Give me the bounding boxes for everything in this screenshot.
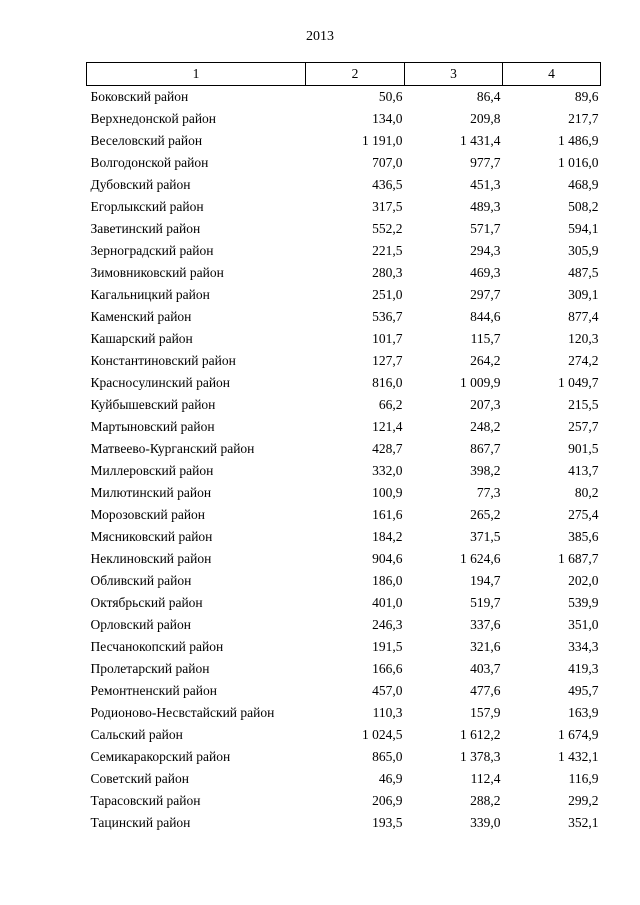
district-name-cell: Морозовский район [90, 507, 206, 522]
value-cell-col2: 552,2 [372, 221, 403, 236]
value-cell-col4: 352,1 [568, 815, 599, 830]
table-body [87, 86, 601, 835]
value-cell-col3: 977,7 [470, 155, 501, 170]
value-cell-col2: 816,0 [372, 375, 403, 390]
value-cell-col4: 275,4 [568, 507, 599, 522]
table-row [87, 724, 601, 746]
value-cell-col3: 1 612,2 [460, 727, 501, 742]
value-cell-col4: 351,0 [568, 617, 599, 632]
value-cell-col4: 594,1 [568, 221, 599, 236]
value-cell-col2: 127,7 [372, 353, 403, 368]
district-name-cell: Волгодонской район [90, 155, 209, 170]
district-name-cell: Милютинский район [90, 485, 212, 500]
district-name-cell: Обливский район [90, 573, 192, 588]
value-cell-col2: 251,0 [372, 287, 403, 302]
value-cell-col2: 401,0 [372, 595, 403, 610]
value-cell-col3: 157,9 [470, 705, 501, 720]
value-cell-col3: 77,3 [476, 485, 501, 500]
value-cell-col4: 299,2 [568, 793, 599, 808]
value-cell-col4: 508,2 [568, 199, 599, 214]
page-number: 2013 [306, 29, 334, 44]
district-name-cell: Песчанокопский район [90, 639, 224, 654]
district-name-cell: Егорлыкский район [90, 199, 204, 214]
value-cell-col4: 487,5 [568, 265, 599, 280]
table-row [87, 262, 601, 284]
district-name-cell: Миллеровский район [90, 463, 214, 478]
table-row [87, 702, 601, 724]
table-row [87, 416, 601, 438]
table-row [87, 548, 601, 570]
value-cell-col3: 403,7 [470, 661, 501, 676]
table-row [87, 86, 601, 109]
value-cell-col2: 428,7 [372, 441, 403, 456]
value-cell-col4: 116,9 [568, 771, 599, 786]
value-cell-col3: 1 378,3 [460, 749, 501, 764]
value-cell-col3: 489,3 [470, 199, 501, 214]
value-cell-col4: 1 674,9 [558, 727, 599, 742]
value-cell-col3: 398,2 [470, 463, 501, 478]
value-cell-col2: 206,9 [372, 793, 403, 808]
value-cell-col3: 519,7 [470, 595, 501, 610]
value-cell-col4: 202,0 [568, 573, 599, 588]
table-row [87, 570, 601, 592]
district-name-cell: Октябрьский район [90, 595, 203, 610]
value-cell-col3: 207,3 [470, 397, 501, 412]
value-cell-col3: 294,3 [470, 243, 501, 258]
value-cell-col2: 191,5 [372, 639, 403, 654]
table-row [87, 592, 601, 614]
value-cell-col2: 100,9 [372, 485, 403, 500]
table-row [87, 218, 601, 240]
table-row [87, 174, 601, 196]
table-row [87, 790, 601, 812]
value-cell-col4: 468,9 [568, 177, 599, 192]
district-name-cell: Зимовниковский район [90, 265, 224, 280]
table-row [87, 328, 601, 350]
value-cell-col4: 539,9 [568, 595, 599, 610]
value-cell-col2: 186,0 [372, 573, 403, 588]
value-cell-col4: 385,6 [568, 529, 599, 544]
value-cell-col2: 332,0 [372, 463, 403, 478]
value-cell-col3: 86,4 [476, 89, 501, 104]
value-cell-col3: 209,8 [470, 111, 501, 126]
table-row [87, 108, 601, 130]
value-cell-col4: 217,7 [568, 111, 599, 126]
table-row [87, 504, 601, 526]
value-cell-col4: 257,7 [568, 419, 599, 434]
value-cell-col3: 867,7 [470, 441, 501, 456]
table-row [87, 372, 601, 394]
value-cell-col2: 280,3 [372, 265, 403, 280]
table-row [87, 460, 601, 482]
value-cell-col2: 166,6 [372, 661, 403, 676]
column-header-1: 1 [87, 63, 306, 86]
value-cell-col2: 246,3 [372, 617, 403, 632]
table-row [87, 658, 601, 680]
district-name-cell: Ремонтненский район [90, 683, 217, 698]
table-row [87, 394, 601, 416]
table-row [87, 680, 601, 702]
value-cell-col2: 457,0 [372, 683, 403, 698]
district-name-cell: Матвеево-Курганский район [90, 441, 255, 456]
value-cell-col3: 264,2 [470, 353, 501, 368]
value-cell-col4: 419,3 [568, 661, 599, 676]
district-name-cell: Кагальницкий район [90, 287, 210, 302]
value-cell-col3: 339,0 [470, 815, 501, 830]
value-cell-col2: 707,0 [372, 155, 403, 170]
value-cell-col2: 536,7 [372, 309, 403, 324]
value-cell-col3: 571,7 [470, 221, 501, 236]
value-cell-col4: 495,7 [568, 683, 599, 698]
district-name-cell: Мясниковский район [90, 529, 213, 544]
value-cell-col2: 184,2 [372, 529, 403, 544]
value-cell-col4: 89,6 [574, 89, 599, 104]
district-name-cell: Родионово-Несвстайский район [90, 705, 275, 720]
value-cell-col3: 477,6 [470, 683, 501, 698]
value-cell-col3: 1 624,6 [460, 551, 501, 566]
district-name-cell: Зерноградский район [90, 243, 214, 258]
value-cell-col3: 1 431,4 [460, 133, 501, 148]
value-cell-col2: 134,0 [372, 111, 403, 126]
value-cell-col4: 274,2 [568, 353, 599, 368]
value-cell-col4: 901,5 [568, 441, 599, 456]
district-name-cell: Тацинский район [90, 815, 191, 830]
value-cell-col3: 248,2 [470, 419, 501, 434]
value-cell-col4: 80,2 [574, 485, 599, 500]
value-cell-col4: 1 432,1 [558, 749, 599, 764]
district-name-cell: Пролетарский район [90, 661, 210, 676]
table-row [87, 130, 601, 152]
district-name-cell: Каменский район [90, 309, 192, 324]
value-cell-col3: 337,6 [470, 617, 501, 632]
table-row [87, 768, 601, 790]
header-row [87, 63, 601, 86]
column-header-4: 4 [503, 63, 601, 86]
district-name-cell: Дубовский район [90, 177, 191, 192]
district-name-cell: Неклиновский район [90, 551, 212, 566]
value-cell-col3: 469,3 [470, 265, 501, 280]
table-row [87, 240, 601, 262]
value-cell-col2: 101,7 [372, 331, 403, 346]
district-name-cell: Мартыновский район [90, 419, 215, 434]
district-name-cell: Куйбышевский район [90, 397, 216, 412]
value-cell-col2: 1 191,0 [362, 133, 403, 148]
table-row [87, 152, 601, 174]
table-row [87, 284, 601, 306]
value-cell-col3: 451,3 [470, 177, 501, 192]
value-cell-col2: 193,5 [372, 815, 403, 830]
value-cell-col3: 321,6 [470, 639, 501, 654]
value-cell-col2: 865,0 [372, 749, 403, 764]
value-cell-col2: 221,5 [372, 243, 403, 258]
value-cell-col3: 112,4 [470, 771, 501, 786]
value-cell-col3: 115,7 [470, 331, 501, 346]
value-cell-col2: 161,6 [372, 507, 403, 522]
table-header [87, 63, 601, 86]
value-cell-col4: 1 016,0 [558, 155, 599, 170]
table-row [87, 350, 601, 372]
district-name-cell: Веселовский район [90, 133, 203, 148]
value-cell-col2: 66,2 [378, 397, 403, 412]
value-cell-col3: 1 009,9 [460, 375, 501, 390]
value-cell-col3: 297,7 [470, 287, 501, 302]
district-name-cell: Заветинский район [90, 221, 201, 236]
district-name-cell: Тарасовский район [90, 793, 201, 808]
table-row [87, 196, 601, 218]
value-cell-col2: 110,3 [372, 705, 403, 720]
value-cell-col2: 50,6 [378, 89, 403, 104]
value-cell-col2: 904,6 [372, 551, 403, 566]
value-cell-col3: 844,6 [470, 309, 501, 324]
value-cell-col2: 121,4 [372, 419, 403, 434]
value-cell-col2: 436,5 [372, 177, 403, 192]
table-row [87, 482, 601, 504]
district-name-cell: Константиновский район [90, 353, 236, 368]
value-cell-col4: 309,1 [568, 287, 599, 302]
value-cell-col4: 1 687,7 [558, 551, 599, 566]
district-name-cell: Верхнедонской район [90, 111, 217, 126]
district-name-cell: Кашарский район [90, 331, 193, 346]
value-cell-col4: 1 486,9 [558, 133, 599, 148]
value-cell-col3: 265,2 [470, 507, 501, 522]
value-cell-col2: 317,5 [372, 199, 403, 214]
value-cell-col3: 371,5 [470, 529, 501, 544]
value-cell-col4: 120,3 [568, 331, 599, 346]
value-cell-col4: 877,4 [568, 309, 599, 324]
column-header-2: 2 [306, 63, 405, 86]
table-row [87, 614, 601, 636]
district-name-cell: Семикаракорский район [90, 749, 231, 764]
table-row [87, 746, 601, 768]
value-cell-col3: 194,7 [470, 573, 501, 588]
table-row [87, 306, 601, 328]
value-cell-col4: 305,9 [568, 243, 599, 258]
district-name-cell: Красносулинский район [90, 375, 231, 390]
value-cell-col4: 163,9 [568, 705, 599, 720]
district-name-cell: Орловский район [90, 617, 191, 632]
value-cell-col4: 413,7 [568, 463, 599, 478]
value-cell-col3: 288,2 [470, 793, 501, 808]
district-name-cell: Боковский район [90, 89, 189, 104]
table-row [87, 438, 601, 460]
value-cell-col4: 334,3 [568, 639, 599, 654]
value-cell-col2: 1 024,5 [362, 727, 403, 742]
district-name-cell: Сальский район [90, 727, 183, 742]
value-cell-col2: 46,9 [378, 771, 403, 786]
column-header-3: 3 [405, 63, 503, 86]
value-cell-col4: 215,5 [568, 397, 599, 412]
data-table [86, 62, 601, 834]
value-cell-col4: 1 049,7 [558, 375, 599, 390]
table-row [87, 812, 601, 834]
district-name-cell: Советский район [90, 771, 189, 786]
table-row [87, 636, 601, 658]
table-row [87, 526, 601, 548]
